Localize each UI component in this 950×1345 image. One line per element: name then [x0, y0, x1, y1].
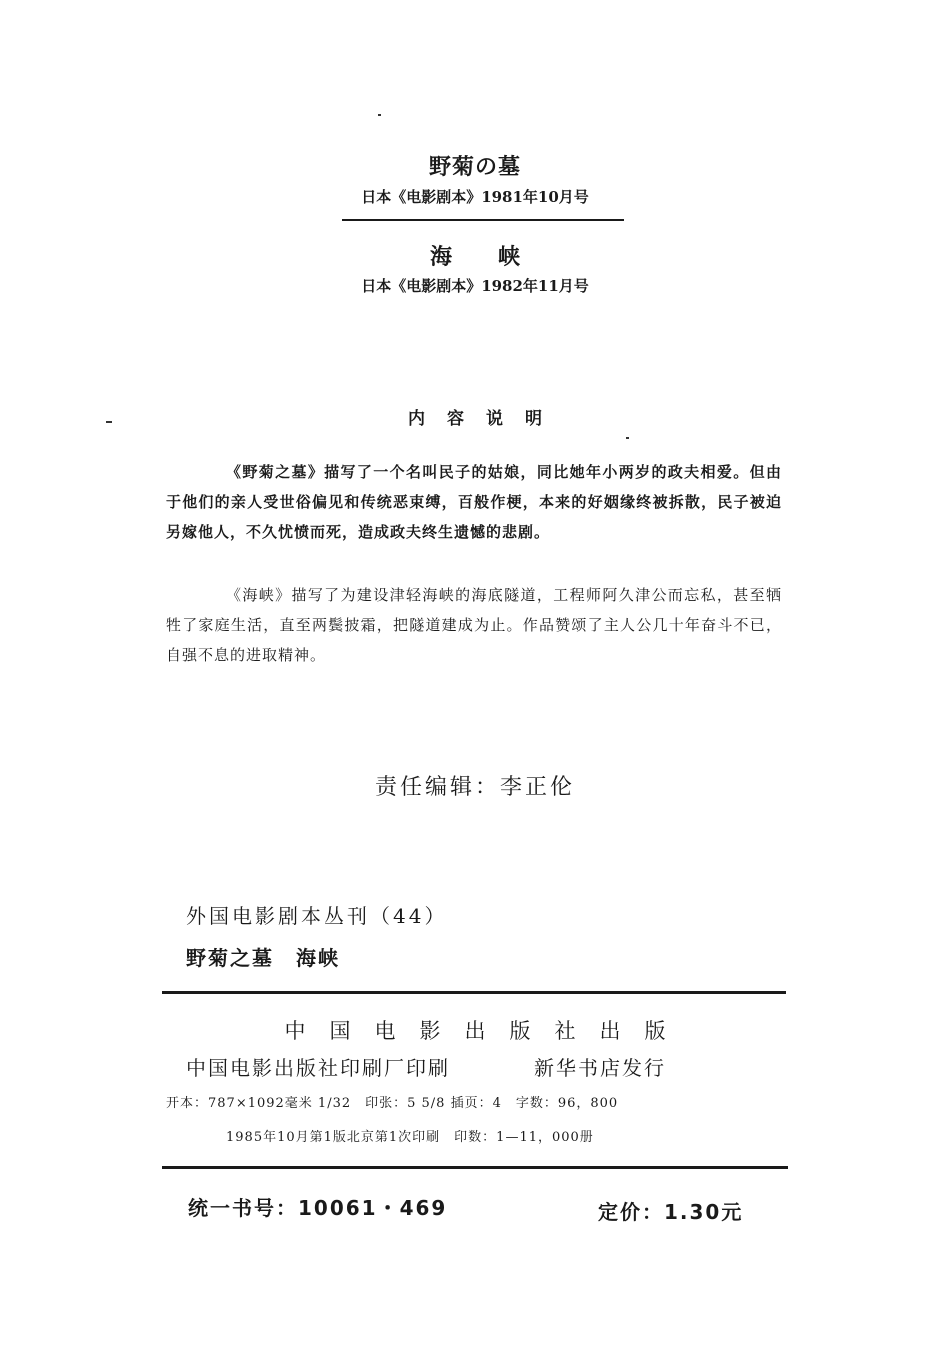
responsible-editor: 责任编辑：李正伦: [374, 775, 575, 800]
distributor-line: 新华书店发行: [534, 1056, 666, 1080]
colophon-top-rule: [162, 991, 786, 994]
printer-line: 中国电影出版社印刷厂印刷: [186, 1056, 450, 1080]
summary-heading: 内容说明: [408, 409, 564, 429]
colophon-bottom-rule: [162, 1166, 788, 1169]
series-name: 外国电影剧本丛刊（44）: [186, 904, 448, 928]
summary-paragraph-2: 《海峡》描写了为建设津轻海峡的海底隧道，工程师阿久津公而忘私，甚至牺牲了家庭生活，直至两鬓披霜，把隧道建成为止。作品赞颂了主人公几十年奋斗不已，自强不息的进取精神。: [166, 586, 782, 664]
title-divider: [342, 219, 624, 221]
book-title: 野菊之墓 海峡: [186, 946, 340, 970]
unified-book-number: 统一书号：10061・469: [188, 1196, 448, 1220]
work-source-1: 日本《电影剧本》1981年10月号: [361, 188, 589, 206]
work-source-2: 日本《电影剧本》1982年11月号: [361, 277, 589, 295]
publisher-line: 中国电影出版社出版: [284, 1019, 690, 1043]
scan-speck: [378, 114, 381, 116]
format-line: 开本：787×1092毫米 1/32 印张：5 5/8 插页：4 字数：96，800: [166, 1096, 619, 1111]
edition-line: 1985年10月第1版北京第1次印刷 印数：1—11，000册: [226, 1130, 594, 1145]
scan-speck: [626, 437, 629, 439]
summary-paragraph-1: 《野菊之墓》描写了一个名叫民子的姑娘，同比她年小两岁的政夫相爱。但由于他们的亲人受世俗偏见和传统恶束缚，百般作梗，本来的好姻缘终被拆散，民子被迫另嫁他人，不久忧愤而死，造成政夫终生遗憾的悲剧。: [166, 463, 782, 541]
work-title-2: 海峡: [429, 244, 566, 270]
work-title-1: 野菊の墓: [428, 154, 521, 180]
price: 定价：1.30元: [598, 1200, 744, 1224]
